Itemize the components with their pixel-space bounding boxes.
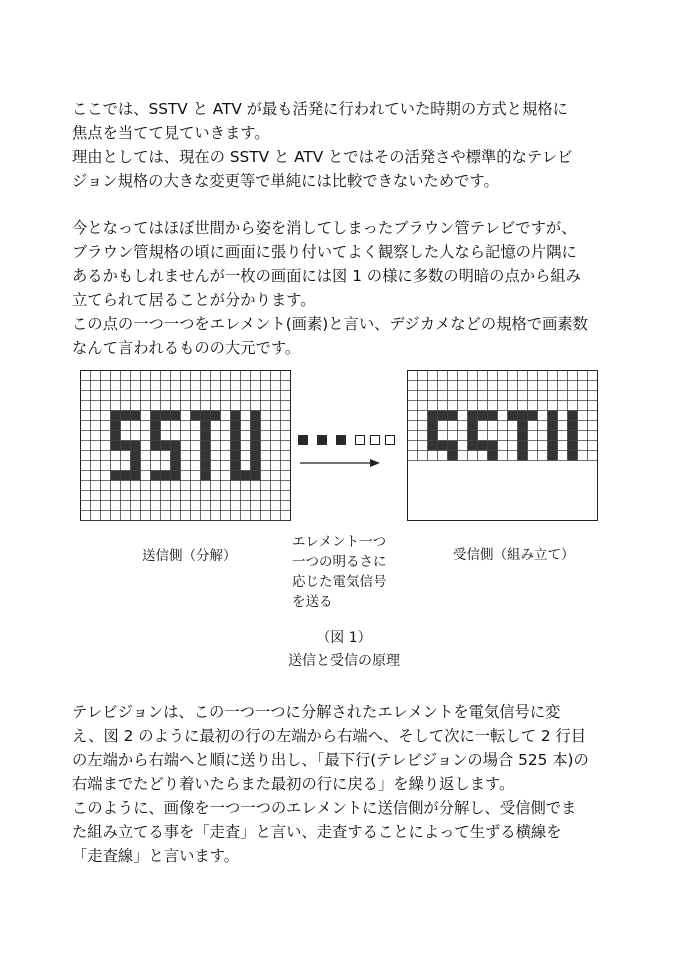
dark-element <box>488 441 498 451</box>
dark-element <box>548 411 558 421</box>
dark-element <box>568 441 578 451</box>
dark-element <box>251 471 261 481</box>
dark-element <box>448 451 458 461</box>
dark-element <box>151 441 161 451</box>
dark-element <box>528 411 538 421</box>
text-line: 立てられて居ることが分かります。 <box>72 291 316 309</box>
dark-element <box>111 411 121 421</box>
dark-element <box>151 421 161 431</box>
signal-description <box>292 532 387 612</box>
dark-element <box>111 441 121 451</box>
dark-element <box>161 441 171 451</box>
dark-element <box>201 471 211 481</box>
dark-element <box>548 441 558 451</box>
dark-element <box>518 441 528 451</box>
dark-element <box>251 461 261 471</box>
dark-element <box>231 441 241 451</box>
dark-element <box>468 421 478 431</box>
dark-element <box>131 471 141 481</box>
dark-element <box>251 421 261 431</box>
filled-element-square <box>298 435 308 445</box>
dark-element <box>121 411 131 421</box>
text-line: 右端までたどり着いたらまた最初の行に戻る」を繰り返します。 <box>72 775 515 793</box>
dark-element <box>171 451 181 461</box>
dark-element <box>211 411 221 421</box>
dark-element <box>428 431 438 441</box>
dark-element <box>231 421 241 431</box>
figure-caption: 送信と受信の原理 <box>288 653 400 669</box>
dark-element <box>568 421 578 431</box>
dark-element <box>201 431 211 441</box>
text-line: 理由としては、現在の SSTV と ATV とではその活発さや標準的なテレビ <box>72 148 573 166</box>
dark-element <box>231 451 241 461</box>
text-line: このように、画像を一つ一つのエレメントに送信側が分解し、受信側でま <box>72 799 577 817</box>
signal-line: エレメント一つ <box>292 534 387 550</box>
dark-element <box>131 441 141 451</box>
dark-element <box>548 431 558 441</box>
text-line: 焦点を当てて見ていきます。 <box>72 124 270 142</box>
text-line: ここでは、SSTV と ATV が最も活発に行われていた時期の方式と規格に <box>72 100 568 118</box>
text-line: 「走査線」と言います。 <box>72 847 240 865</box>
dark-element <box>518 431 528 441</box>
dark-element <box>111 471 121 481</box>
dark-element <box>448 441 458 451</box>
text-line: この点の一つ一つをエレメント(画素)と言い、デジカメなどの規格で画素数 <box>72 315 588 333</box>
dark-element <box>171 471 181 481</box>
dark-element <box>548 421 558 431</box>
scanning-paragraph <box>72 700 632 868</box>
dark-element <box>508 411 518 421</box>
dark-element <box>171 441 181 451</box>
text-line: 今となってはほぼ世間から姿を消してしまったブラウン管テレビですが、 <box>72 219 577 237</box>
dark-element <box>171 461 181 471</box>
signal-line: 一つの明るさに <box>292 554 387 570</box>
sender-label: 送信側（分解） <box>142 548 237 564</box>
dark-element <box>231 471 241 481</box>
dark-element <box>161 411 171 421</box>
dark-element <box>428 421 438 431</box>
dark-element <box>468 431 478 441</box>
receiver-pixel-grid <box>407 370 600 529</box>
sender-pixel-grid <box>80 370 292 528</box>
text-line: の左端から右端へと順に送り出し、「最下行(テレビジョンの場合 525 本)の <box>72 751 589 769</box>
dark-element <box>468 411 478 421</box>
element-squares-arrow <box>296 432 396 472</box>
text-line: え、図 2 のように最初の行の左端から右端へ、そして次に一転して 2 行目 <box>72 727 587 745</box>
dark-element <box>251 411 261 421</box>
text-line: ジョン規格の大きな変更等で単純には比較できないためです。 <box>72 172 499 190</box>
filled-element-square <box>317 435 327 445</box>
signal-transfer-diagram <box>296 432 396 476</box>
dark-element <box>488 451 498 461</box>
dark-element <box>478 441 488 451</box>
dark-element <box>201 421 211 431</box>
empty-element-square <box>371 436 380 445</box>
text-line: あるかもしれませんが一枚の画面には図 1 の様に多数の明暗の点から組み <box>72 267 581 285</box>
dark-element <box>568 431 578 441</box>
dark-element <box>111 431 121 441</box>
dark-element <box>161 471 171 481</box>
dark-element <box>241 471 251 481</box>
text-line: た組み立てる事を「走査」と言い、走査することによって生ずる横線を <box>72 823 562 841</box>
dark-element <box>121 471 131 481</box>
receiver-label: 受信側（組み立て） <box>453 547 575 563</box>
dark-element <box>171 411 181 421</box>
dark-element <box>251 451 261 461</box>
dark-element <box>488 411 498 421</box>
figure-number: （図 1） <box>316 630 372 646</box>
dark-element <box>231 431 241 441</box>
dark-element <box>201 441 211 451</box>
dark-element <box>428 441 438 451</box>
dark-element <box>201 451 211 461</box>
dark-element <box>518 451 528 461</box>
dark-element <box>438 441 448 451</box>
dark-element <box>111 421 121 431</box>
dark-element <box>478 411 488 421</box>
dark-element <box>131 451 141 461</box>
text-line: ブラウン管規格の頃に画面に張り付いてよく観察した人なら記憶の片隅に <box>72 243 577 261</box>
signal-line: を送る <box>292 594 333 610</box>
dark-element <box>518 421 528 431</box>
dark-element <box>201 411 211 421</box>
dark-element <box>121 441 131 451</box>
dark-element <box>548 451 558 461</box>
empty-element-square <box>356 436 365 445</box>
dark-element <box>231 411 241 421</box>
dark-element <box>151 411 161 421</box>
dark-element <box>468 441 478 451</box>
dark-element <box>251 431 261 441</box>
dark-element <box>251 441 261 451</box>
dark-element <box>518 411 528 421</box>
dark-element <box>151 471 161 481</box>
dark-element <box>191 411 201 421</box>
filled-element-square <box>336 435 346 445</box>
text-line: なんて言われるものの大元です。 <box>72 339 301 357</box>
dark-element <box>131 411 141 421</box>
crt-paragraph <box>72 216 632 360</box>
text-line: テレビジョンは、この一つ一つに分解されたエレメントを電気信号に変 <box>72 703 561 721</box>
dark-element <box>448 411 458 421</box>
dark-element <box>568 451 578 461</box>
dark-element <box>231 461 241 471</box>
intro-paragraph <box>72 97 632 193</box>
dark-element <box>151 431 161 441</box>
dark-element <box>428 411 438 421</box>
dark-element <box>131 461 141 471</box>
dark-element <box>568 411 578 421</box>
dark-element <box>201 461 211 471</box>
empty-element-square <box>386 436 395 445</box>
dark-element <box>438 411 448 421</box>
signal-line: 応じた電気信号 <box>292 574 387 590</box>
arrow-head-icon <box>370 459 380 467</box>
